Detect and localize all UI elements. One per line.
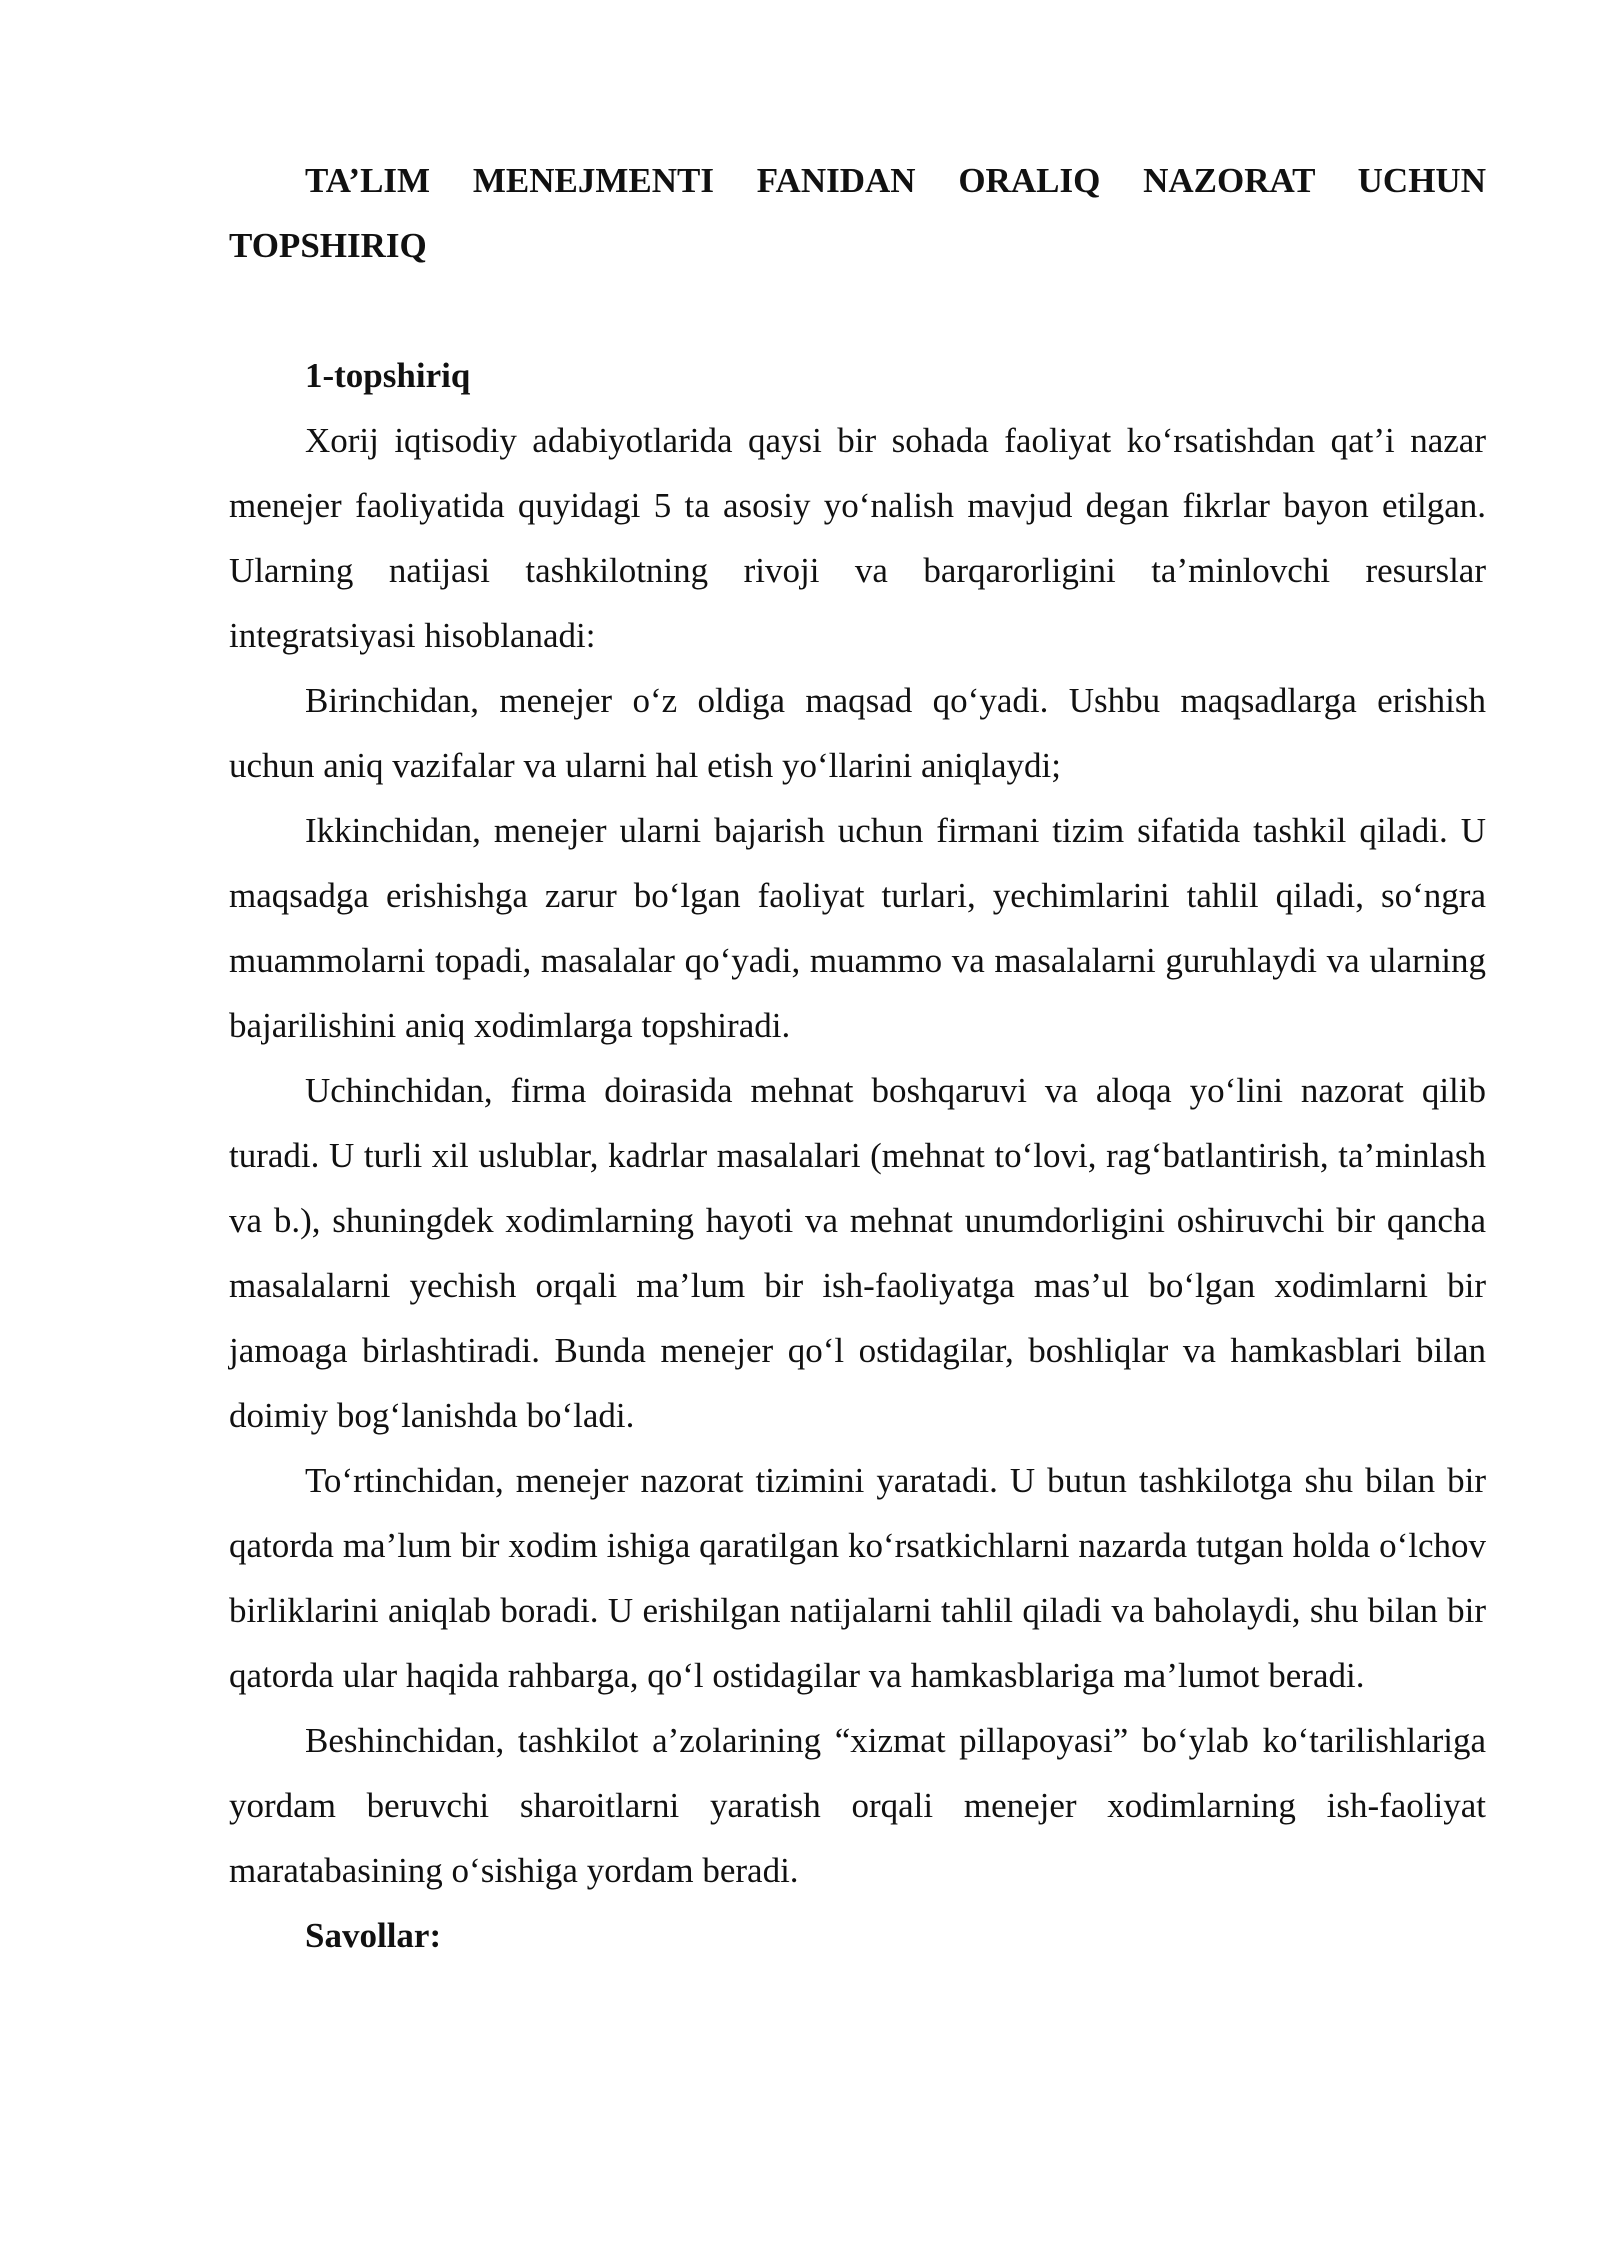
paragraph-fourth: To‘rtinchidan, menejer nazorat tizimini yaratadi. U butun tashkilotga shu bilan bir qatorda ma’lum bir xodim ishiga qaratilgan ko‘rsatkichlarni nazarda tutgan holda o‘lchov birliklarini aniqlab boradi. U erishilgan natijalarni tahlil qiladi va baholaydi, shu bilan bir qatorda ular haqida rahbarga, qo‘l ostidagilar va hamkasblariga ma’lumot beradi. <box>229 1461 1486 1695</box>
paragraph-intro: Xorij iqtisodiy adabiyotlarida qaysi bir sohada faoliyat ko‘rsatishdan qat’i nazar menejer faoliyatida quyidagi 5 ta asosiy yo‘nalish mavjud degan fikrlar bayon etilgan. Ularning natijasi tashkilotning rivoji va barqarorligini ta’minlovchi resurslar integratsiyasi hisoblanadi: <box>229 421 1486 655</box>
document-title: TA’LIM MENEJMENTI FANIDAN ORALIQ NAZORAT UCHUN TOPSHIRIQ <box>229 161 1486 265</box>
paragraph-second: Ikkinchidan, menejer ularni bajarish uchun firmani tizim sifatida tashkil qiladi. U maqsadga erishishga zarur bo‘lgan faoliyat turlari, yechimlarini tahlil qiladi, so‘ngra muammolarni topadi, masalalar qo‘yadi, muammo va masalalarni guruhlaydi va ularning bajarilishini aniq xodimlarga topshiradi. <box>229 811 1486 1045</box>
questions-heading: Savollar: <box>305 1916 442 1955</box>
paragraph-fifth: Beshinchidan, tashkilot a’zolarining “xizmat pillapoyasi” bo‘ylab ko‘tarilishlariga yordam beruvchi sharoitlarni yaratish orqali menejer xodimlarning ish-faoliyat maratabasining o‘sishiga yordam beradi. <box>229 1721 1486 1890</box>
document-page <box>229 148 1486 1968</box>
paragraph-first: Birinchidan, menejer o‘z oldiga maqsad qo‘yadi. Ushbu maqsadlarga erishish uchun aniq vazifalar va ularni hal etish yo‘llarini aniqlaydi; <box>229 681 1486 785</box>
paragraph-third: Uchinchidan, firma doirasida mehnat boshqaruvi va aloqa yo‘lini nazorat qilib turadi. U turli xil uslublar, kadrlar masalalari (mehnat to‘lovi, rag‘batlantirish, ta’minlash va b.), shuningdek xodimlarning hayoti va mehnat unumdorligini oshiruvchi bir qancha masalalarni yechish orqali ma’lum bir ish-faoliyatga mas’ul bo‘lgan xodimlarni bir jamoaga birlashtiradi. Bunda menejer qo‘l ostidagilar, boshliqlar va hamkasblari bilan doimiy bog‘lanishda bo‘ladi. <box>229 1071 1486 1435</box>
spacer <box>229 278 1486 343</box>
task-heading: 1-topshiriq <box>305 356 471 395</box>
